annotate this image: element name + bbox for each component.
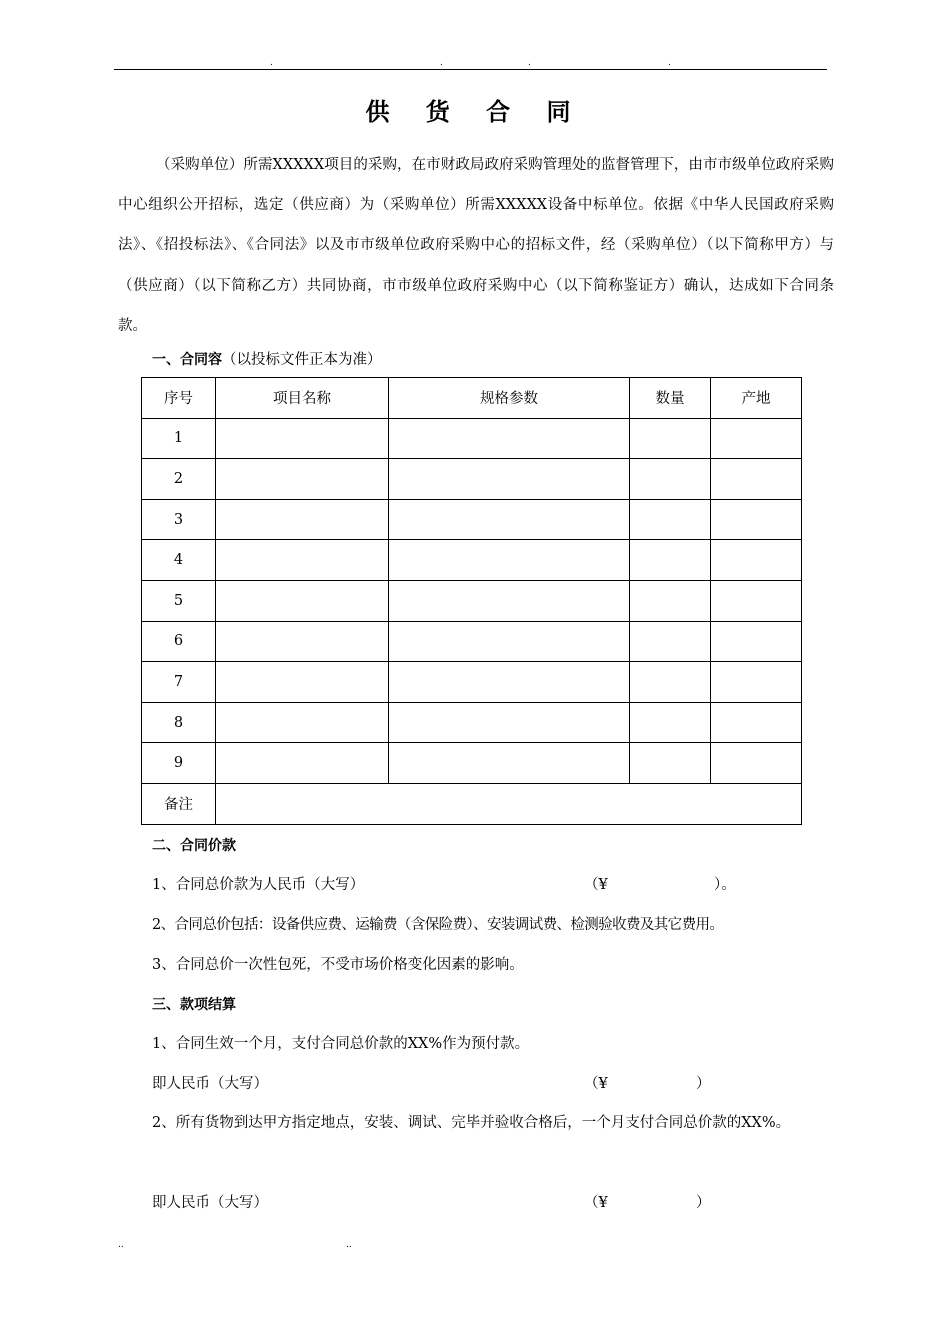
table-row [142,743,802,784]
cell-name[interactable] [216,418,389,459]
remark-label: 备注 [142,783,216,824]
cell-qty[interactable] [630,662,711,703]
cell-name[interactable] [216,580,389,621]
cell-name[interactable] [216,621,389,662]
row-index: 3 [142,499,216,540]
section2-item1-yuan-close: ）。 [714,877,736,893]
cell-name[interactable] [216,540,389,581]
section3-item2: 2、所有货物到达甲方指定地点，安装、调试、完毕并验收合格后，一个月支付合同总价款的XX%。 [152,1115,791,1131]
table-row [142,662,802,703]
table-row [142,540,802,581]
section3-heading: 三、款项结算 [152,997,236,1013]
header-mark: . [668,58,671,68]
cell-spec[interactable] [389,743,630,784]
col-header-origin: 产地 [711,378,802,419]
cell-qty[interactable] [630,580,711,621]
section3-item1: 1、合同生效一个月，支付合同总价款的XX%作为预付款。 [152,1036,530,1052]
section3-rmb2-yuan-open: （¥ [584,1195,608,1211]
cell-name[interactable] [216,702,389,743]
cell-origin[interactable] [711,540,802,581]
table-header-row [142,378,802,419]
col-header-index: 序号 [142,378,216,419]
row-index: 2 [142,459,216,500]
cell-qty[interactable] [630,418,711,459]
cell-spec[interactable] [389,499,630,540]
table-row [142,459,802,500]
table-remark-row [142,783,802,824]
section3-rmb2-yuan-close: ） [696,1195,711,1211]
row-index: 6 [142,621,216,662]
table-row [142,621,802,662]
header-rule [114,69,827,70]
cell-qty[interactable] [630,621,711,662]
section3-rmb1: 即人民币（大写） [152,1076,268,1092]
cell-origin[interactable] [711,580,802,621]
footer-mark: .. [118,1240,124,1250]
cell-origin[interactable] [711,743,802,784]
cell-name[interactable] [216,662,389,703]
row-index: 8 [142,702,216,743]
section2-item2: 2、合同总价包括：设备供应费、运输费（含保险费）、安装调试费、检测验收费及其它费用。 [152,917,724,933]
header-mark: . [528,58,531,68]
cell-origin[interactable] [711,418,802,459]
table-row [142,499,802,540]
section2-item1: 1、合同总价款为人民币（大写） [152,877,365,893]
cell-qty[interactable] [630,499,711,540]
col-header-spec: 规格参数 [389,378,630,419]
cell-origin[interactable] [711,702,802,743]
col-header-name: 项目名称 [216,378,389,419]
row-index: 4 [142,540,216,581]
header-mark: . [440,58,443,68]
cell-spec[interactable] [389,418,630,459]
cell-name[interactable] [216,743,389,784]
col-header-qty: 数量 [630,378,711,419]
cell-qty[interactable] [630,743,711,784]
section2-heading: 二、合同价款 [152,838,236,854]
cell-spec[interactable] [389,662,630,703]
section3-rmb1-yuan-close: ） [696,1076,711,1092]
document-title: 供 货 合 同 [365,98,585,126]
section3-rmb2: 即人民币（大写） [152,1195,268,1211]
section2-item1-yuan-open: （¥ [584,877,608,893]
cell-spec[interactable] [389,540,630,581]
items-table [141,377,802,825]
cell-origin[interactable] [711,459,802,500]
section1-heading [152,348,382,372]
cell-spec[interactable] [389,621,630,662]
table-row [142,702,802,743]
section1-title: 一、合同容 [152,352,222,368]
header-mark: . [270,58,273,68]
row-index: 9 [142,743,216,784]
table-row [142,580,802,621]
cell-spec[interactable] [389,580,630,621]
intro-paragraph: （采购单位）所需XXXXX项目的采购，在市财政局政府采购管理处的监督管理下，由市市级单位政府采购中心组织公开招标，选定（供应商）为（采购单位）所需XXXXX设备中标单位。依据《中华人民国政府采购法》、《招投标法》、《合同法》以及市市级单位政府采购中心的招标文件，经（采购单位）（以下简称甲方）与（供应商）（以下简称乙方）共同协商，市市级单位政府采购中心（以下简称鉴证方）确认，达成如下合同条款。 [118,157,834,334]
row-index: 1 [142,418,216,459]
row-index: 5 [142,580,216,621]
footer-mark: .. [346,1240,352,1250]
section1-note: （以投标文件正本为准） [222,352,382,368]
cell-qty[interactable] [630,459,711,500]
cell-name[interactable] [216,499,389,540]
table-row [142,418,802,459]
cell-qty[interactable] [630,702,711,743]
row-index: 7 [142,662,216,703]
cell-origin[interactable] [711,621,802,662]
cell-origin[interactable] [711,662,802,703]
cell-qty[interactable] [630,540,711,581]
cell-spec[interactable] [389,702,630,743]
section2-item3: 3、合同总价一次性包死，不受市场价格变化因素的影响。 [152,957,524,973]
cell-origin[interactable] [711,499,802,540]
section3-rmb1-yuan-open: （¥ [584,1076,608,1092]
cell-spec[interactable] [389,459,630,500]
remark-cell[interactable] [216,783,802,824]
cell-name[interactable] [216,459,389,500]
